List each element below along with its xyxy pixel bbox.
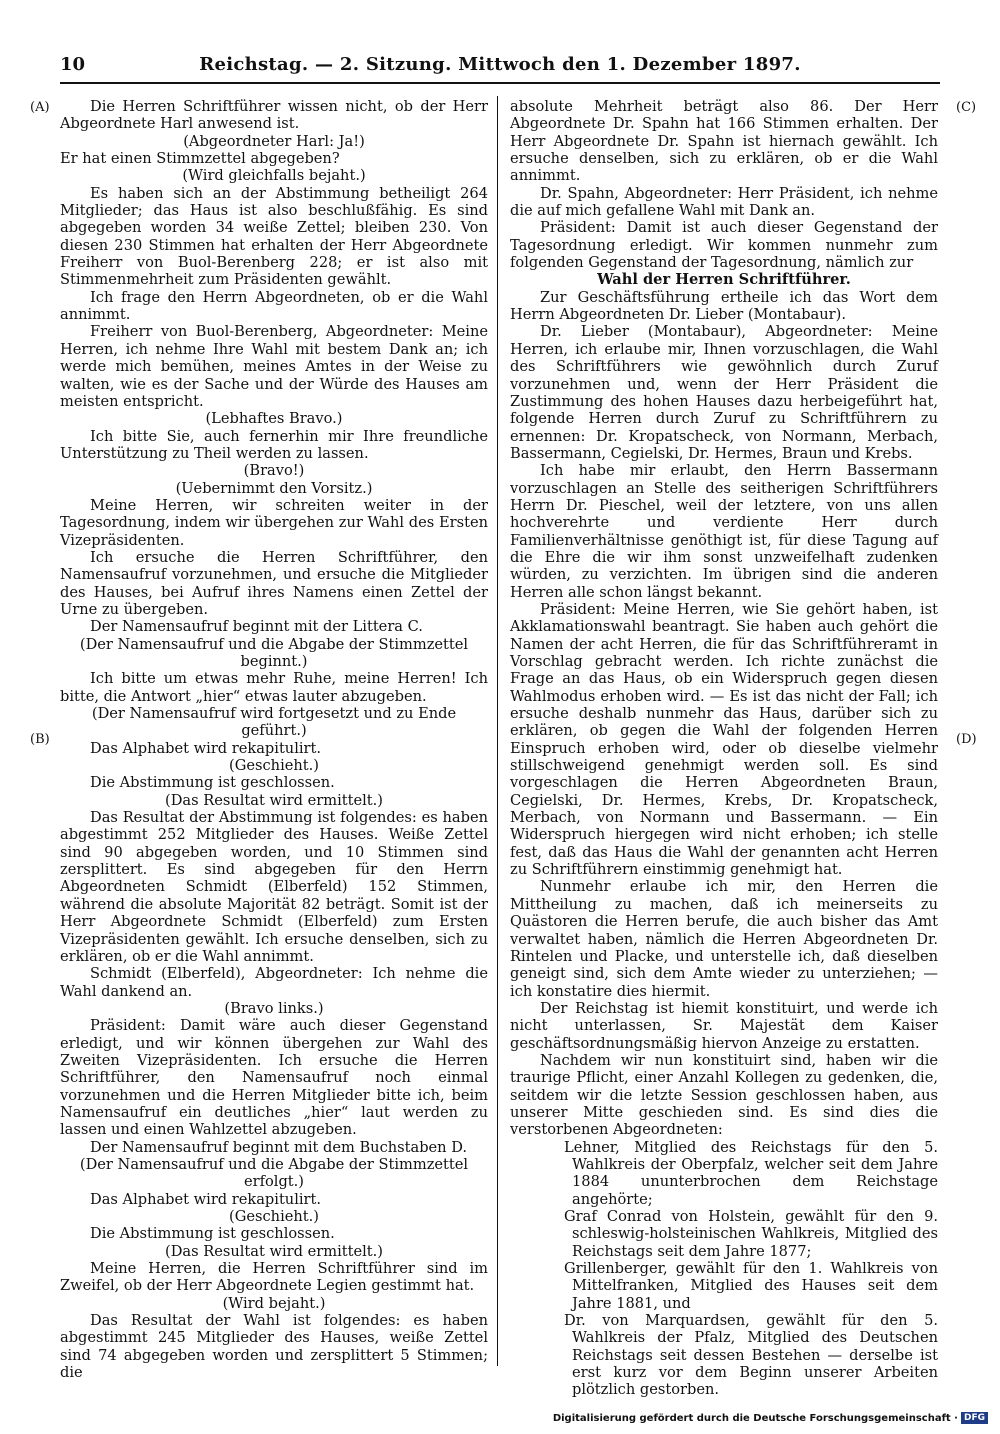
left-column-paragraph: Das Alphabet wird rekapitulirt. [90,739,322,757]
left-column-paragraph: (Der Namensaufruf und die Abgabe der Stimmzettel erfolgt.) [79,1155,469,1191]
left-column-paragraph: (Uebernimmt den Vorsitz.) [175,479,373,497]
right-column [510,98,938,1399]
right-column-paragraph: Präsident: Damit ist auch dieser Gegenstand der Tagesordnung erledigt. Wir kommen nunmehr zum folgenden Gegenstand der Tagesordnung, nämlich zur [510,219,938,272]
right-column-paragraph: Nachdem wir nun konstituirt sind, haben wir die traurige Pflicht, einer Anzahl Kollegen zu gedenken, die, seitdem wir die letzte Session geschlossen haben, aus unserer Mitte geschieden sind. Es sind dies die verstorbenen Abgeordneten: [510,1051,938,1139]
left-column-paragraph: Meine Herren, die Herren Schriftführer sind im Zweifel, ob der Herr Abgeordnete Legien gestimmt hat. [60,1260,488,1295]
right-column-paragraph: Graf Conrad von Holstein, gewählt für den 9. schleswig-holsteinischen Wahlkreis, Mitglied des Reichstags seit dem Jahre 1877; [564,1208,938,1260]
margin-marker-a: (A) [30,100,50,115]
right-column-paragraph: Der Reichstag ist hiemit konstituirt, und werde ich nicht unterlassen, Sr. Majestät dem Kaiser geschäftsordnungsmäßig hiervon Anzeige zu erstatten. [510,999,938,1052]
margin-marker-d: (D) [956,732,977,747]
right-column-paragraph: Dr. von Marquardsen, gewählt für den 5. Wahlkreis der Pfalz, Mitglied des Deutschen Reichstags seit dessen Bestehen — derselbe ist erst kurz vor dem Beginn unserer Arbeiten plötzlich gestorben. [564,1312,938,1399]
column-divider [497,96,498,1366]
left-column-paragraph: (Bravo!) [243,462,305,480]
left-column-paragraph: Schmidt (Elberfeld), Abgeordneter: Ich nehme die Wahl dankend an. [60,965,488,1000]
left-column-paragraph: Er hat einen Stimmzettel abgegeben? [60,150,340,168]
left-column-paragraph: Ich bitte um etwas mehr Ruhe, meine Herren! Ich bitte, die Antwort „hier“ etwas lauter abzugeben. [60,670,488,705]
page-header [60,52,940,84]
left-column-paragraph: (Bravo links.) [224,999,324,1017]
left-column-paragraph: Meine Herren, wir schreiten weiter in der Tagesordnung, indem wir übergehen zur Wahl des Ersten Vizepräsidenten. [60,496,488,549]
margin-marker-c: (C) [956,100,977,115]
left-column-paragraph: (Das Resultat wird ermittelt.) [165,1242,383,1260]
footer-credit [553,1412,988,1424]
left-column-paragraph: Ich frage den Herrn Abgeordneten, ob er die Wahl annimmt. [60,288,488,324]
dfg-logo: DFG [961,1412,988,1424]
left-column-paragraph: (Geschieht.) [229,1208,319,1225]
right-column-paragraph: Präsident: Meine Herren, wie Sie gehört haben, ist Akklamationswahl beantragt. Sie haben auch gehört die Namen der acht Herren, die für das Schriftführeramt in Vorschlag gebracht werden. Ich richte zunächst die Frage an das Haus, ob ein Widerspruch gegen diesen Wahlmodus erhoben wird. — Es ist das nicht der Fall; ich ersuche deshalb nunmehr das Haus, darüber sich zu erklären, ob gegen die Wahl der folgenden Herren Einspruch erhoben wird, oder ob dieselbe vielmehr stillschweigend genehmigt werden soll. Es sind vorgeschlagen die Herren Abgeordneten Braun, Cegielski, Dr. Hermes, Krebs, Dr. Kropatscheck, Merbach, von Normann und Bassermann. — Ein Widerspruch hiergegen wird nicht erhoben; ich stelle fest, daß das Haus die Wahl der genannten acht Herren zu Schriftführern einstimmig genehmigt hat. [510,600,938,879]
left-column-paragraph: (Abgeordneter Harl: Ja!) [183,132,365,150]
left-column-paragraph: Das Alphabet wird rekapitulirt. [90,1190,322,1208]
left-column-paragraph: (Wird gleichfalls bejaht.) [182,167,366,185]
running-title: Reichstag. — 2. Sitzung. Mittwoch den 1. Dezember 1897. [199,54,801,75]
left-column [60,98,488,1382]
left-column-paragraph: Die Herren Schriftführer wissen nicht, ob der Herr Abgeordnete Harl anwesend ist. [60,98,488,133]
left-column-paragraph: Ich bitte Sie, auch fernerhin mir Ihre freundliche Unterstützung zu Theil werden zu lassen. [60,427,488,462]
left-column-paragraph: Der Namensaufruf beginnt mit der Littera C. [90,618,423,636]
left-column-paragraph: (Der Namensaufruf wird fortgesetzt und zu Ende geführt.) [91,705,457,740]
margin-marker-b: (B) [30,732,50,747]
left-column-paragraph: Der Namensaufruf beginnt mit dem Buchstaben D. [90,1138,468,1156]
left-column-paragraph: Präsident: Damit wäre auch dieser Gegenstand erledigt, und wir können übergehen zur Wahl des Zweiten Vizepräsidenten. Ich ersuche die Herren Schriftführer, den Namensaufruf noch einmal vorzunehmen und die Herren Mitglieder bitte ich, beim Namensaufruf ein deutliches „hier“ laut werden zu lassen und einen Wahlzettel abzugeben. [60,1017,488,1139]
left-column-paragraph: (Das Resultat wird ermittelt.) [165,791,383,809]
right-column-paragraph: Ich habe mir erlaubt, den Herrn Bassermann vorzuschlagen an Stelle des seitherigen Schriftführers Herrn Dr. Pieschel, weil der letztere, von uns allen hochverehrte und verdiente Herr durch Familienverhältnisse genöthigt ist, für diese Tagung auf die Ehre die wir ihm sonst unzweifelhaft zudenken würden, zu verzichten. Im übrigen sind die anderen Herren alle schon längst bekannt. [510,462,938,601]
footer-text: Digitalisierung gefördert durch die Deutsche Forschungsgemeinschaft · [552,1412,958,1424]
left-column-paragraph: (Wird bejaht.) [222,1294,326,1312]
right-column-paragraph: Dr. Spahn, Abgeordneter: Herr Präsident, ich nehme die auf mich gefallene Wahl mit Dank an. [510,184,938,220]
left-column-paragraph: (Geschieht.) [229,757,319,775]
right-column-paragraph: Wahl der Herren Schriftführer. [597,271,851,289]
left-column-paragraph: Das Resultat der Abstimmung ist folgendes: es haben abgestimmt 252 Mitglieder des Hauses. Weiße Zettel sind 90 abgegeben worden, und 10 Stimmen sind zersplittert. Es sind abgegeben für den Herrn Abgeordneten Schmidt (Elberfeld) 152 Stimmen, während die absolute Majorität 82 beträgt. Somit ist der Herr Abgeordnete Schmidt (Elberfeld) zum Ersten Vizepräsidenten gewählt. Ich ersuche denselben, sich zu erklären, ob er die Wahl annimmt. [60,809,488,965]
right-column-paragraph: Dr. Lieber (Montabaur), Abgeordneter: Meine Herren, ich erlaube mir, Ihnen vorzuschlagen, die Wahl des Schriftführers wie gewöhnlich durch Zuruf vorzunehmen und, wenn der Herr Präsident die Zustimmung des hohen Hauses dazu herbeigeführt hat, folgende Herren durch Zuruf zu Schriftführern zu ernennen: Dr. Kropatscheck, von Normann, Merbach, Bassermann, Cegielski, Dr. Hermes, Braun und Krebs. [510,323,938,462]
right-column-paragraph: absolute Mehrheit beträgt also 86. Der Herr Abgeordnete Dr. Spahn hat 166 Stimmen erhalten. Der Herr Abgeordnete Dr. Spahn ist hiernach gewählt. Ich ersuche denselben, sich zu erklären, ob er die Wahl annimmt. [510,98,938,185]
left-column-paragraph: Freiherr von Buol-Berenberg, Abgeordneter: Meine Herren, ich nehme Ihre Wahl mit bestem Dank an; ich werde mich bemühen, meines Amtes in der Weise zu walten, wie es der Sache und der Würde des Hauses am meisten entspricht. [60,323,488,410]
right-column-paragraph: Nunmehr erlaube ich mir, den Herren die Mittheilung zu machen, daß ich meinerseits zu Quästoren die Herren berufe, die auch bisher das Amt verwaltet haben, nämlich die Herren Abgeordneten Dr. Rintelen und Placke, und unterstelle ich, daß dieselben geneigt sind, sich dem Amte wieder zu unterziehen; — ich konstatire dies hiermit. [510,878,938,1000]
right-column-paragraph: Grillenberger, gewählt für den 1. Wahlkreis von Mittelfranken, Mitglied des Hauses seit dem Jahre 1881, und [564,1260,938,1312]
left-column-paragraph: Das Resultat der Wahl ist folgendes: es haben abgestimmt 245 Mitglieder des Hauses, weiße Zettel sind 74 abgegeben worden und zersplittert 5 Stimmen; die [60,1312,488,1382]
page-number: 10 [60,54,86,75]
left-column-paragraph: Ich ersuche die Herren Schriftführer, den Namensaufruf vorzunehmen, und ersuche die Mitglieder des Hauses, bei Aufruf ihres Namens einen Zettel der Urne zu übergeben. [60,548,488,618]
left-column-paragraph: Die Abstimmung ist geschlossen. [90,1225,335,1243]
left-column-paragraph: (Der Namensaufruf und die Abgabe der Stimmzettel beginnt.) [79,635,469,670]
left-column-paragraph: Die Abstimmung ist geschlossen. [90,774,335,792]
left-column-paragraph: Es haben sich an der Abstimmung betheiligt 264 Mitglieder; das Haus ist also beschlußfähig. Es sind abgegeben worden 34 weiße Zettel; bleiben 230. Von diesen 230 Stimmen hat erhalten der Herr Abgeordnete Freiherr von Buol-Berenberg 228; er ist also mit Stimmenmehrheit zum Präsidenten gewählt. [60,184,488,289]
left-column-paragraph: (Lebhaftes Bravo.) [205,410,343,428]
right-column-paragraph: Zur Geschäftsführung ertheile ich das Wort dem Herrn Abgeordneten Dr. Lieber (Montabaur). [510,288,938,324]
right-column-paragraph: Lehner, Mitglied des Reichstags für den 5. Wahlkreis der Oberpfalz, welcher seit dem Jahre 1884 ununterbrochen dem Reichstage angehörte; [564,1138,938,1208]
